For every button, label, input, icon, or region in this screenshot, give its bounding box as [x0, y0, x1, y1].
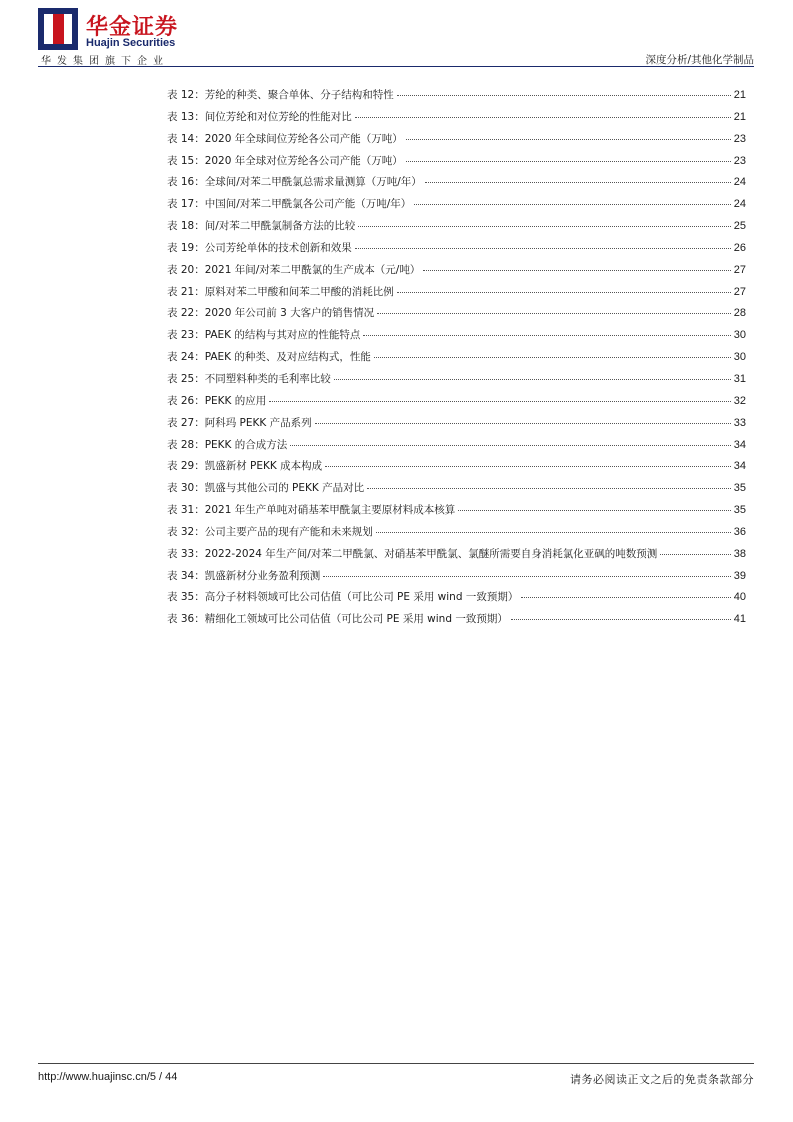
toc-entry-page-number: 24	[733, 198, 746, 211]
toc-entry-page-number: 35	[733, 504, 746, 517]
toc-entry[interactable]	[167, 371, 746, 393]
toc-entry-page-number: 35	[733, 482, 746, 495]
toc-entry-title: 表 25：不同塑料种类的毛利率比较	[167, 372, 331, 385]
toc-entry[interactable]	[167, 87, 746, 109]
toc-leader-dots	[376, 532, 731, 533]
toc-entry-page-number: 23	[733, 154, 746, 167]
brand-name-cn: 华金证券	[86, 15, 179, 40]
toc-entry[interactable]	[167, 153, 746, 175]
toc-entry-title: 表 14：2020 年全球间位芳纶各公司产能（万吨）	[167, 132, 403, 145]
footer-url-page[interactable]: http://www.huajinsc.cn/5 / 44	[38, 1071, 178, 1083]
toc-entry-title: 表 17：中国间/对苯二甲酰氯各公司产能（万吨/年）	[167, 198, 412, 211]
toc-entry-page-number: 34	[733, 460, 746, 473]
toc-entry[interactable]	[167, 109, 746, 131]
toc-entry-page-number: 21	[733, 89, 746, 101]
toc-leader-dots	[290, 445, 730, 446]
footer-divider	[38, 1063, 754, 1064]
toc-leader-dots	[363, 335, 730, 336]
toc-entry-title: 表 35：高分子材料领域可比公司估值（可比公司 PE 采用 wind 一致预期）	[167, 591, 519, 604]
toc-entry-page-number: 24	[733, 176, 746, 189]
toc-entry-page-number: 30	[733, 329, 746, 342]
toc-entry-page-number: 41	[733, 613, 746, 626]
toc-entry-title: 表 31：2021 年生产单吨对硝基苯甲酰氯主要原材料成本核算	[167, 504, 456, 517]
toc-entry-title: 表 16：全球间/对苯二甲酰氯总需求量测算（万吨/年）	[167, 176, 422, 189]
toc-leader-dots	[377, 313, 731, 314]
toc-entry-title: 表 15：2020 年全球对位芳纶各公司产能（万吨）	[167, 154, 403, 167]
toc-entry-title: 表 20：2021 年间/对苯二甲酰氯的生产成本（元/吨）	[167, 263, 421, 276]
toc-entry[interactable]	[167, 218, 746, 240]
toc-entry[interactable]	[167, 284, 746, 306]
toc-leader-dots	[425, 182, 731, 183]
toc-entry[interactable]	[167, 196, 746, 218]
toc-entry-page-number: 28	[733, 307, 746, 320]
toc-entry[interactable]	[167, 568, 746, 590]
toc-entry[interactable]	[167, 262, 746, 284]
toc-entry-page-number: 31	[733, 372, 746, 385]
brand-name-en: Huajin Securities	[86, 37, 176, 49]
toc-leader-dots	[269, 401, 730, 402]
toc-leader-dots	[325, 466, 731, 467]
report-category: 深度分析/其他化学制品	[645, 54, 754, 66]
toc-leader-dots	[355, 117, 731, 118]
toc-entry-title: 表 34：凯盛新材分业务盈利预测	[167, 569, 321, 582]
toc-entry-page-number: 30	[733, 351, 746, 364]
toc-entry[interactable]	[167, 437, 746, 459]
toc-entry[interactable]	[167, 546, 746, 568]
toc-entry-page-number: 25	[733, 220, 746, 233]
toc-leader-dots	[660, 554, 730, 555]
toc-entry-page-number: 32	[733, 394, 746, 407]
toc-leader-dots	[358, 226, 731, 227]
toc-entry-page-number: 26	[733, 241, 746, 254]
toc-entry-title: 表 13：间位芳纶和对位芳纶的性能对比	[167, 110, 352, 123]
toc-entry[interactable]	[167, 131, 746, 153]
toc-entry[interactable]	[167, 393, 746, 415]
toc-leader-dots	[397, 292, 731, 293]
toc-leader-dots	[406, 161, 731, 162]
toc-entry-title: 表 36：精细化工领域可比公司估值（可比公司 PE 采用 wind 一致预期）	[167, 613, 508, 626]
toc-leader-dots	[367, 488, 731, 489]
toc-entry-title: 表 27：阿科玛 PEKK 产品系列	[167, 416, 312, 429]
toc-entry-title: 表 24：PAEK 的种类、及对应结构式，性能	[167, 351, 371, 364]
toc-entry[interactable]	[167, 458, 746, 480]
toc-entry[interactable]	[167, 502, 746, 524]
toc-entry-title: 表 23：PAEK 的结构与其对应的性能特点	[167, 329, 361, 342]
header-divider	[38, 66, 754, 67]
table-of-contents	[167, 87, 746, 633]
toc-entry[interactable]	[167, 524, 746, 546]
toc-entry[interactable]	[167, 174, 746, 196]
toc-entry-title: 表 30：凯盛与其他公司的 PEKK 产品对比	[167, 482, 365, 495]
toc-entry[interactable]	[167, 611, 746, 633]
toc-entry[interactable]	[167, 240, 746, 262]
toc-leader-dots	[458, 510, 730, 511]
toc-entry-title: 表 22：2020 年公司前 3 大客户的销售情况	[167, 307, 375, 320]
toc-leader-dots	[397, 95, 731, 96]
toc-leader-dots	[511, 619, 731, 620]
toc-leader-dots	[406, 139, 731, 140]
toc-entry-title: 表 19：公司芳纶单体的技术创新和效果	[167, 241, 352, 254]
toc-entry-title: 表 29：凯盛新材 PEKK 成本构成	[167, 460, 323, 473]
toc-entry-page-number: 27	[733, 263, 746, 276]
page-header	[38, 8, 754, 66]
toc-entry-title: 表 32：公司主要产品的现有产能和未来规划	[167, 525, 373, 538]
toc-entry-page-number: 38	[733, 547, 746, 560]
toc-entry-title: 表 26：PEKK 的应用	[167, 394, 267, 407]
toc-entry-title: 表 33：2022-2024 年生产间/对苯二甲酰氯、对硝基苯甲酰氯、氯醚所需要自身消耗氯化亚砜的吨数预测	[167, 547, 658, 560]
toc-entry-page-number: 40	[733, 591, 746, 604]
toc-entry[interactable]	[167, 415, 746, 437]
toc-leader-dots	[414, 204, 730, 205]
toc-entry-title: 表 21：原料对苯二甲酸和间苯二甲酸的消耗比例	[167, 285, 394, 298]
toc-leader-dots	[423, 270, 730, 271]
toc-leader-dots	[355, 248, 731, 249]
toc-leader-dots	[521, 597, 730, 598]
toc-entry-page-number: 33	[733, 416, 746, 429]
toc-entry-page-number: 23	[733, 132, 746, 145]
toc-entry[interactable]	[167, 349, 746, 371]
toc-entry[interactable]	[167, 589, 746, 611]
disclaimer-notice: 请务必阅读正文之后的免责条款部分	[570, 1073, 754, 1086]
toc-entry[interactable]	[167, 327, 746, 349]
toc-entry-title: 表 28：PEKK 的合成方法	[167, 438, 288, 451]
toc-leader-dots	[374, 357, 731, 358]
toc-entry-title: 表 12：芳纶的种类、聚合单体、分子结构和特性	[167, 89, 394, 101]
toc-entry-page-number: 36	[733, 525, 746, 538]
toc-entry[interactable]	[167, 480, 746, 502]
toc-entry[interactable]	[167, 305, 746, 327]
toc-entry-page-number: 39	[733, 569, 746, 582]
toc-entry-page-number: 21	[733, 110, 746, 123]
toc-leader-dots	[323, 576, 731, 577]
huajin-logo-icon	[38, 8, 78, 50]
toc-entry-title: 表 18：间/对苯二甲酰氯制备方法的比较	[167, 220, 356, 233]
toc-entry-page-number: 34	[733, 438, 746, 451]
toc-leader-dots	[315, 423, 731, 424]
brand-slogan: 华发集团旗下企业	[41, 56, 169, 67]
toc-entry-page-number: 27	[733, 285, 746, 298]
toc-leader-dots	[334, 379, 731, 380]
